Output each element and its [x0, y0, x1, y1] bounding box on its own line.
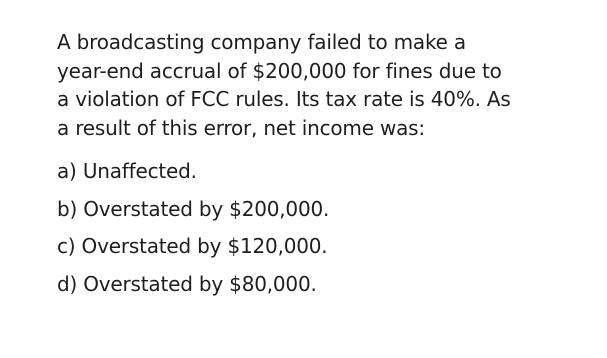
question-line: year-end accrual of $200,000 for fines due to	[57, 58, 502, 83]
question-text	[57, 28, 587, 142]
question-line: a result of this error, net income was:	[57, 115, 425, 140]
option-a: a) Unaffected.	[57, 159, 197, 183]
question-block	[57, 28, 587, 303]
option-b: b) Overstated by $200,000.	[57, 196, 330, 221]
option-c: c) Overstated by $120,000.	[57, 234, 328, 258]
question-line: a violation of FCC rules. Its tax rate is 40%. As	[57, 87, 511, 111]
question-line: A broadcasting company failed to make a	[57, 30, 466, 54]
option-d: d) Overstated by $80,000.	[57, 271, 317, 296]
answer-options	[57, 153, 587, 303]
